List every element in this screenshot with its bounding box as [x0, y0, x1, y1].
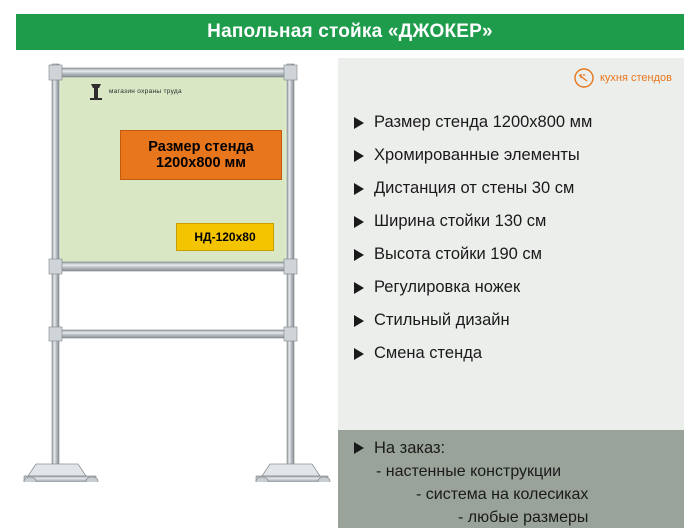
triangle-bullet-icon	[354, 282, 364, 294]
brand-name: кухня стендов	[599, 72, 672, 84]
stand-code-label	[176, 223, 274, 251]
feature-item	[338, 205, 684, 238]
feature-label: Дистанция от стены 30 см	[374, 179, 575, 197]
feature-label: Стильный дизайн	[374, 311, 510, 329]
feature-item	[338, 271, 684, 304]
feature-label: Смена стенда	[374, 344, 483, 362]
triangle-bullet-icon	[354, 216, 364, 228]
feature-item	[338, 106, 684, 139]
stand-size-line-2: 1200х800 мм	[156, 155, 246, 171]
brand-logo	[574, 68, 672, 88]
floor-stand-drawing	[16, 58, 334, 482]
feature-label: Высота стойки 190 см	[374, 245, 542, 263]
feature-item	[338, 238, 684, 271]
custom-order-line: - система на колесиках	[416, 486, 589, 503]
features-panel	[338, 58, 684, 482]
stand-illustration-panel	[16, 58, 334, 482]
feature-label: Размер стенда 1200х800 мм	[374, 113, 593, 131]
custom-order-title: На заказ:	[374, 438, 446, 457]
stand-size-label	[120, 130, 282, 180]
stand-code-text: НД-120х80	[194, 230, 256, 244]
triangle-bullet-icon	[354, 442, 364, 454]
custom-order-panel	[338, 430, 684, 528]
feature-item	[338, 139, 684, 172]
triangle-bullet-icon	[354, 117, 364, 129]
triangle-bullet-icon	[354, 183, 364, 195]
stand-size-line-1: Размер стенда	[148, 138, 254, 155]
torch-logo-icon	[88, 81, 104, 101]
custom-order-line: - настенные конструкции	[376, 463, 562, 480]
feature-label: Хромированные элементы	[374, 146, 580, 164]
poster-header	[16, 14, 684, 50]
feature-item	[338, 304, 684, 337]
feature-label: Ширина стойки 130 см	[374, 212, 547, 230]
features-list	[338, 106, 684, 370]
page-title: Напольная стойка «ДЖОКЕР»	[207, 21, 493, 42]
stand-logo	[88, 80, 218, 102]
feature-item	[338, 337, 684, 370]
feature-label: Регулировка ножек	[374, 278, 521, 296]
kitchen-stands-logo-icon	[574, 68, 594, 88]
triangle-bullet-icon	[354, 150, 364, 162]
feature-item	[338, 172, 684, 205]
triangle-bullet-icon	[354, 315, 364, 327]
triangle-bullet-icon	[354, 348, 364, 360]
custom-order-title-row	[354, 436, 672, 460]
custom-order-line: - любые размеры	[458, 509, 589, 526]
triangle-bullet-icon	[354, 249, 364, 261]
stand-logo-text: магазин охраны труда	[109, 87, 182, 95]
